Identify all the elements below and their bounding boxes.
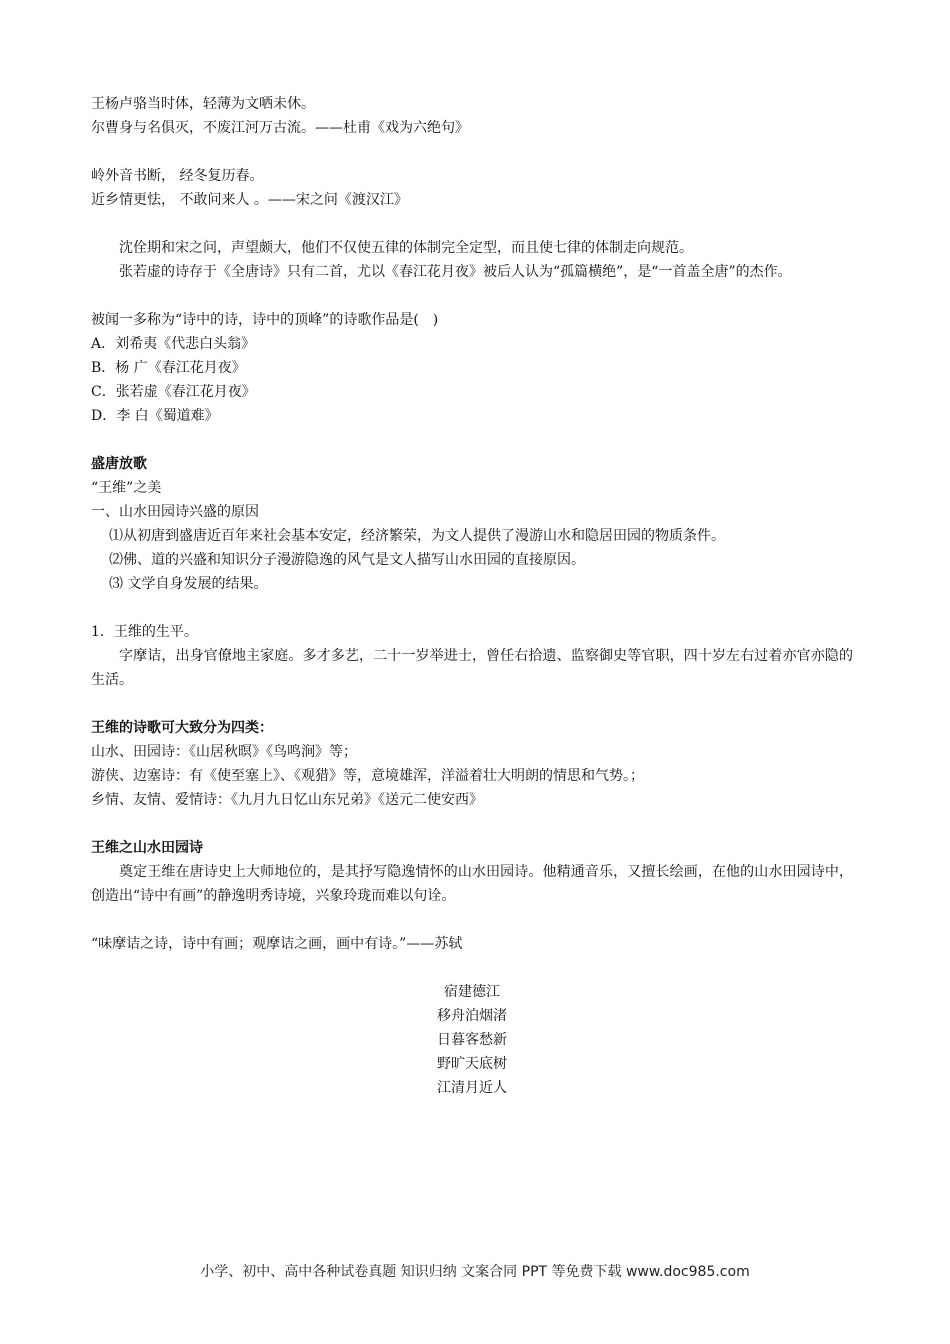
question-option-d: D．李 白《蜀道难》 [91,408,219,424]
spacer [91,596,853,620]
spacer [91,908,853,932]
category-item-3: 乡情、友情、爱情诗：《九月九日忆山东兄弟》《送元二使安西》 [91,792,483,808]
spacer [91,812,853,836]
question-stem: 被闻一多称为“诗中的诗，诗中的顶峰”的诗歌作品是( ) [91,312,439,328]
landscape-heading: 王维之山水田园诗 [91,840,203,856]
spacer [91,284,853,308]
categories-heading: 王维的诗歌可大致分为四类： [91,720,273,736]
spacer [91,428,853,452]
section-subheading-wangwei: “王维”之美 [91,480,162,496]
spacer [91,692,853,716]
reason-item-1: ⑴从初唐到盛唐近百年来社会基本安定，经济繁荣，为文人提供了漫游山水和隐居田园的物质条件。 [109,528,725,544]
poem-jiande-line-4: 江清月近人 [437,1080,507,1096]
paragraph-shen-song: 沈佺期和宋之问，声望颇大，他们不仅使五律的体制完全定型，而且使七律的体制走向规范。 [119,240,693,256]
spacer [91,140,853,164]
page-footer: 小学、初中、高中各种试卷真题 知识归纳 文案合同 PPT 等免费下载 www.doc985.com [200,1264,750,1280]
spacer [91,212,853,236]
landscape-text: 奠定王维在唐诗史上大师地位的，是其抒写隐逸情怀的山水田园诗。他精通音乐，又擅长绘画，在他的山水田园诗中，创造出“诗中有画”的静逸明秀诗境，兴象玲珑而难以句诠。 [91,864,853,904]
poem1-line1: 王杨卢骆当时体，轻薄为文哂未休。 [91,96,315,112]
reason-item-2: ⑵佛、道的兴盛和知识分子漫游隐逸的风气是文人描写山水田园的直接原因。 [109,552,585,568]
poem-jiande-title: 宿建德江 [444,984,500,1000]
poem2-line2: 近乡情更怯， 不敢问来人 。——宋之问《渡汉江》 [91,192,408,208]
poem-jiande-line-1: 移舟泊烟渚 [437,1008,507,1024]
reason-item-3: ⑶ 文学自身发展的结果。 [109,576,268,592]
poem2-line1: 岭外音书断， 经冬复历春。 [91,168,264,184]
spacer [91,956,853,980]
poem1-line2: 尔曹身与名俱灭，不废江河万古流。——杜甫《戏为六绝句》 [91,120,469,136]
question-option-a: A．刘希夷《代悲白头翁》 [91,336,256,352]
paragraph-zhang-ruoxu: 张若虚的诗存于《全唐诗》只有二首，尤以《春江花月夜》被后人认为“孤篇横绝”，是“一首盖全唐”的杰作。 [119,264,792,280]
wangwei-life-text: 字摩诘，出身官僚地主家庭。多才多艺，二十一岁举进士，曾任右拾遗、监察御史等官职，四十岁左右过着亦官亦隐的生活。 [91,648,853,688]
reason-title: 一、山水田园诗兴盛的原因 [91,504,259,520]
section-heading-shengtang: 盛唐放歌 [91,456,147,472]
category-item-1: 山水、田园诗：《山居秋暝》《鸟鸣涧》等； [91,744,357,760]
poem-jiande-line-3: 野旷天底树 [437,1056,507,1072]
poem-jiande-line-2: 日暮客愁新 [437,1032,507,1048]
poem-jiande [91,980,853,1100]
question-option-b: B．杨 广《春江花月夜》 [91,360,246,376]
question-option-c: C．张若虚《春江花月夜》 [91,384,256,400]
sushi-quote: “味摩诘之诗，诗中有画；观摩诘之画，画中有诗。”——苏轼 [91,936,463,952]
category-item-2: 游侠、边塞诗：有《使至塞上》、《观猎》等，意境雄浑，洋溢着壮大明朗的情思和气势。； [91,768,644,784]
document-body [91,92,853,1100]
wangwei-life-title: 1．王维的生平。 [91,624,198,640]
